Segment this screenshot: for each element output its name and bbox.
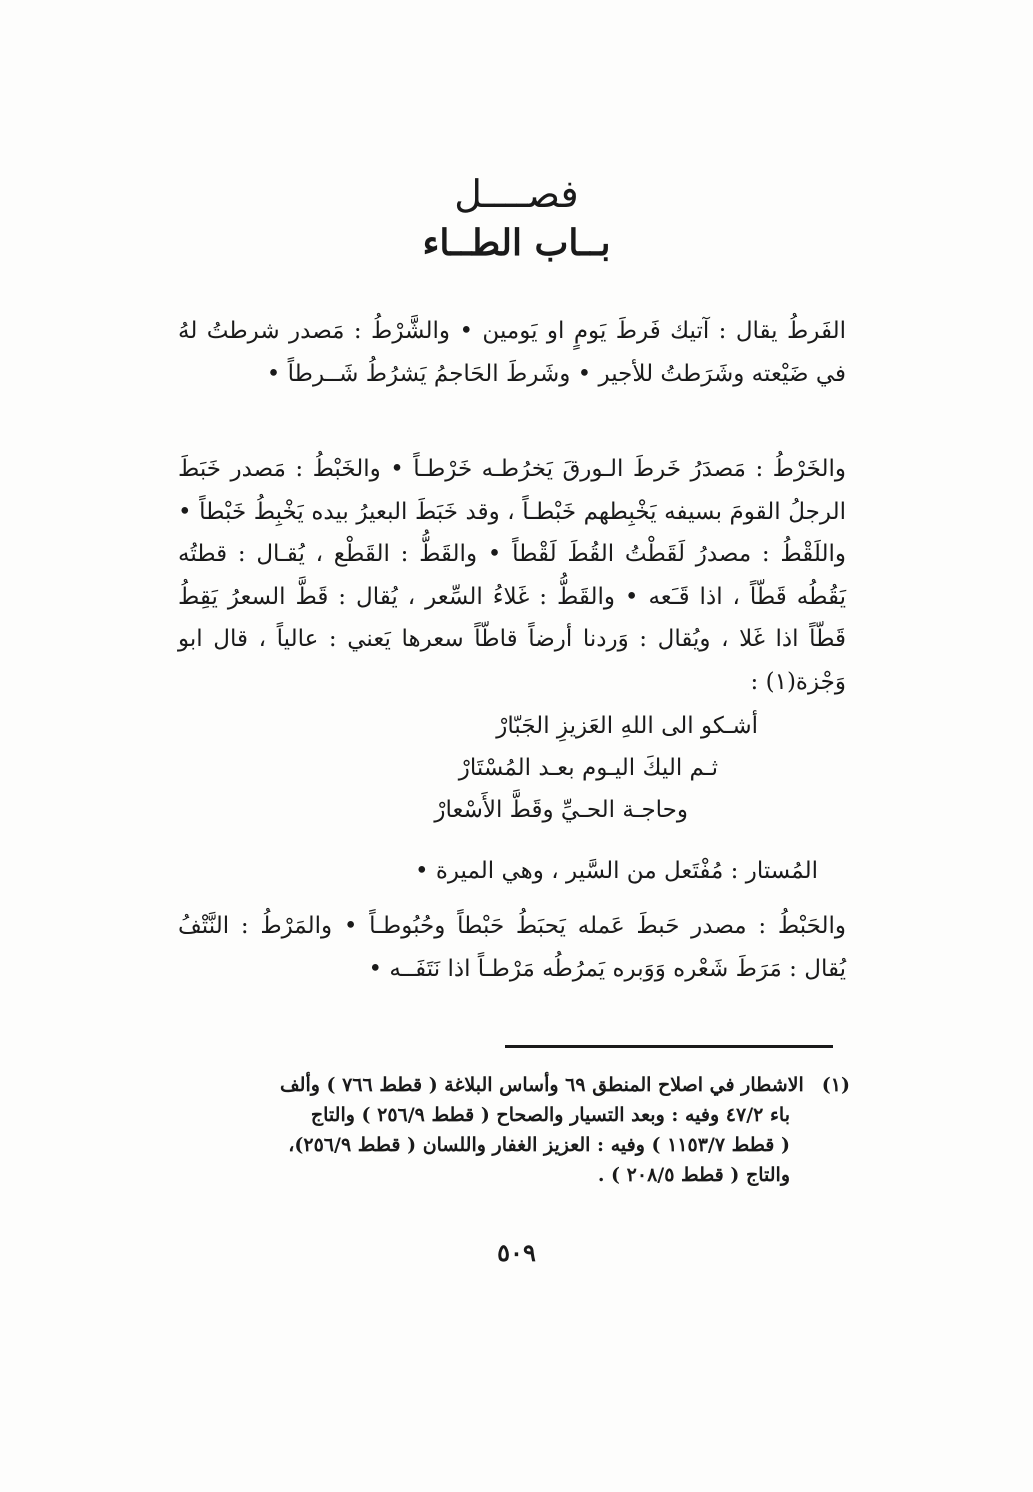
paragraph-2: والخَرْطُ : مَصدَرُ خَرطَ الـورقَ يَخرُطـه خَرْطـاً • والخَبْطُ : مَصدر خَبَطَ الرجلُ القومَ بسيفه يَخْبِطهم خَبْطـاً ، وقد خَبَطَ البعيرُ بيده يَخْبِطُ خَبْطاً • واللَقْطُ : مصدرُ لَقَطْتُ القُطَ لَقْطاً • والقَطُّ : القَطْع ، يُقـال : قطتُه يَقُطُه قَطّاً ، اذا قَـَعه • والقَطُّ : غَلاءُ السِّعر ، يُقال : قَطَّ السعرُ يَقِطُ قَطّاً اذا غَلا ، ويُقال : وَردنا أرضاً قاطّاً سعرها يَعني : عالياً ، قال ابو وَجْزة(١) :	[178, 456, 846, 695]
footnotes	[190, 1070, 850, 1190]
footnote-line-2: باء ٤٧/٢ وفيه : وبعد التسيار والصحاح ( قطط ٢٥٦/٩ ) والتاج	[310, 1104, 790, 1126]
footnote-1	[190, 1070, 850, 1100]
paragraph-3: والحَبْطُ : مصدر حَبطَ عَمله يَحبَطُ حَبْطاً وحُبُوطـاً • والمَرْطُ : النَّتْفُ يُقال : مَرَطَ شَعْره وَوَبره يَمرُطُه مَرْطـاً اذا نَتَفَــه •	[178, 913, 846, 982]
paragraph-1: الفَرطُ يقال : آتيك فَرطَ يَومٍ او يَومين • والشَّرْطُ : مَصدر شرطتُ لهُ في ضَيْعته وشَرَطتُ للأجير • وشَرطَ الحَاجمُ يَشرُطُ شَــرطاً •	[178, 318, 846, 387]
verse-line-3: وحاجـة الحـيِّ وقَطَّ الأَسْعارْ	[434, 797, 688, 823]
section-label: فصــــل	[454, 172, 579, 216]
footnote-line-4: والتاج ( قطط ٢٠٨/٥ ) .	[597, 1164, 790, 1186]
verse-line-2: ثـم اليكَ اليـوم بعـد المُسْتَارْ	[458, 755, 718, 781]
page-number: ٥٠٩	[497, 1238, 536, 1267]
footnote-divider	[505, 1045, 833, 1048]
verse-gloss: المُستار : مُفْتَعل من السَّير ، وهي الميرة •	[414, 858, 818, 884]
verse-line-1: أشـكو الى اللهِ العَزيزِ الجَبّارْ	[496, 713, 758, 739]
footnote-line-3: ( قطط ١١٥٣/٧ ) وفيه : العزيز الغفار واللسان ( قطط ٢٥٦/٩)،	[288, 1134, 790, 1156]
footnote-marker: (١)	[821, 1074, 850, 1096]
footnote-line-1: الاشطار في اصلاح المنطق ٦٩ وأساس البلاغة ( قطط ٧٦٦ ) وألف	[280, 1074, 804, 1096]
poem-verses	[178, 705, 758, 831]
chapter-title: بــاب الطــاء	[422, 222, 611, 264]
